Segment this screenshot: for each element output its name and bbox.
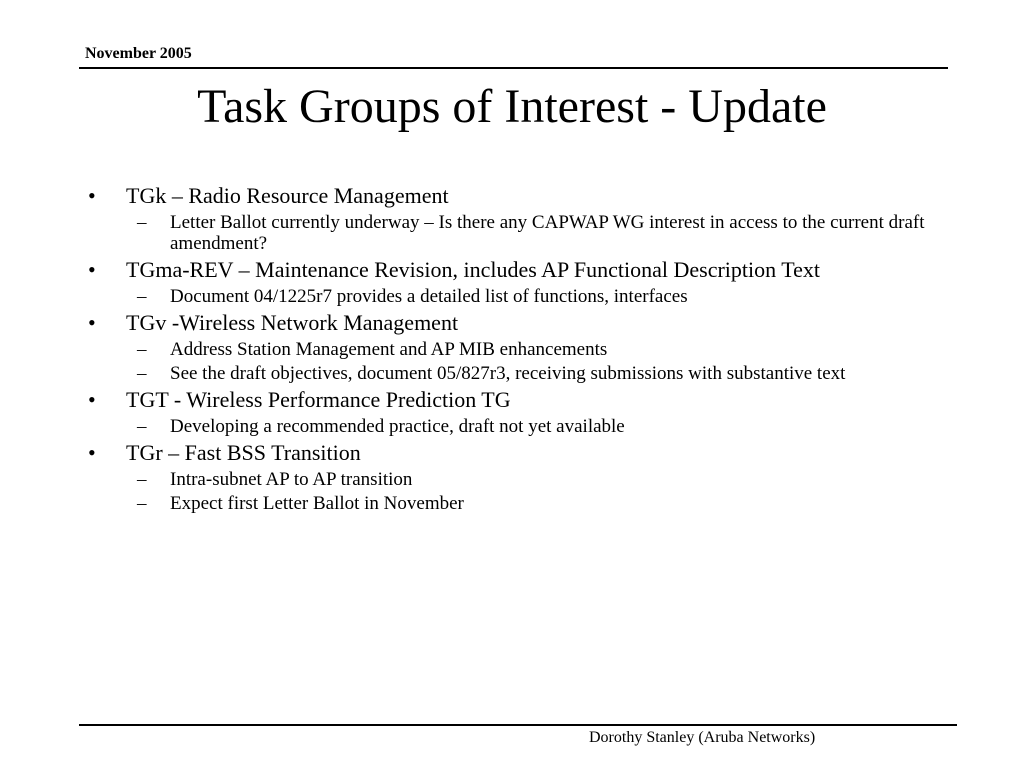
sub-bullet-text: Document 04/1225r7 provides a detailed list of functions, interfaces bbox=[170, 286, 688, 307]
bullet-marker: • bbox=[88, 257, 96, 282]
sub-bullet-item bbox=[80, 493, 960, 514]
bullet-item bbox=[80, 183, 960, 254]
sub-bullet-marker: – bbox=[137, 212, 147, 233]
footer-divider bbox=[79, 724, 957, 726]
bullet-item bbox=[80, 257, 960, 307]
sub-bullet-marker: – bbox=[137, 416, 147, 437]
sub-bullet-item bbox=[80, 363, 960, 384]
bullet-text: TGma-REV – Maintenance Revision, includes AP Functional Description Text bbox=[126, 257, 820, 282]
bullet-marker: • bbox=[88, 387, 96, 412]
sub-bullet-text: Expect first Letter Ballot in November bbox=[170, 493, 464, 514]
bullet-marker: • bbox=[88, 440, 96, 465]
bullet-list bbox=[80, 181, 960, 517]
header-date: November 2005 bbox=[85, 45, 192, 62]
sub-bullet-item bbox=[80, 286, 960, 307]
sub-bullet-text: Intra-subnet AP to AP transition bbox=[170, 469, 413, 490]
bullet-text: TGk – Radio Resource Management bbox=[126, 183, 449, 208]
bullet-marker: • bbox=[88, 183, 96, 208]
sub-bullet-marker: – bbox=[137, 493, 147, 514]
sub-bullet-item bbox=[80, 469, 960, 490]
sub-bullet-list bbox=[126, 286, 960, 307]
sub-bullet-item bbox=[80, 416, 960, 437]
sub-bullet-list bbox=[126, 469, 960, 514]
bullet-marker: • bbox=[88, 310, 96, 335]
sub-bullet-list bbox=[126, 339, 960, 384]
sub-bullet-text: Letter Ballot currently underway – Is there any CAPWAP WG interest in access to the current draft amendment? bbox=[170, 212, 925, 254]
bullet-item bbox=[80, 310, 960, 384]
bullet-text: TGv -Wireless Network Management bbox=[126, 310, 459, 335]
bullet-item bbox=[80, 387, 960, 437]
sub-bullet-marker: – bbox=[137, 286, 147, 307]
bullet-text: TGr – Fast BSS Transition bbox=[126, 440, 361, 465]
sub-bullet-text: Address Station Management and AP MIB enhancements bbox=[170, 339, 608, 360]
sub-bullet-list bbox=[126, 416, 960, 437]
sub-bullet-list bbox=[126, 212, 960, 254]
sub-bullet-marker: – bbox=[137, 363, 147, 384]
slide-title: Task Groups of Interest - Update bbox=[197, 80, 827, 133]
header-divider bbox=[79, 67, 948, 69]
bullet-item bbox=[80, 440, 960, 514]
bullet-text: TGT - Wireless Performance Prediction TG bbox=[126, 387, 511, 412]
sub-bullet-text: Developing a recommended practice, draft not yet available bbox=[170, 416, 625, 437]
sub-bullet-text: See the draft objectives, document 05/827r3, receiving submissions with substantive text bbox=[170, 363, 846, 384]
sub-bullet-item bbox=[80, 212, 960, 254]
sub-bullet-item bbox=[80, 339, 960, 360]
sub-bullet-marker: – bbox=[137, 469, 147, 490]
footer-author: Dorothy Stanley (Aruba Networks) bbox=[589, 729, 816, 746]
sub-bullet-marker: – bbox=[137, 339, 147, 360]
